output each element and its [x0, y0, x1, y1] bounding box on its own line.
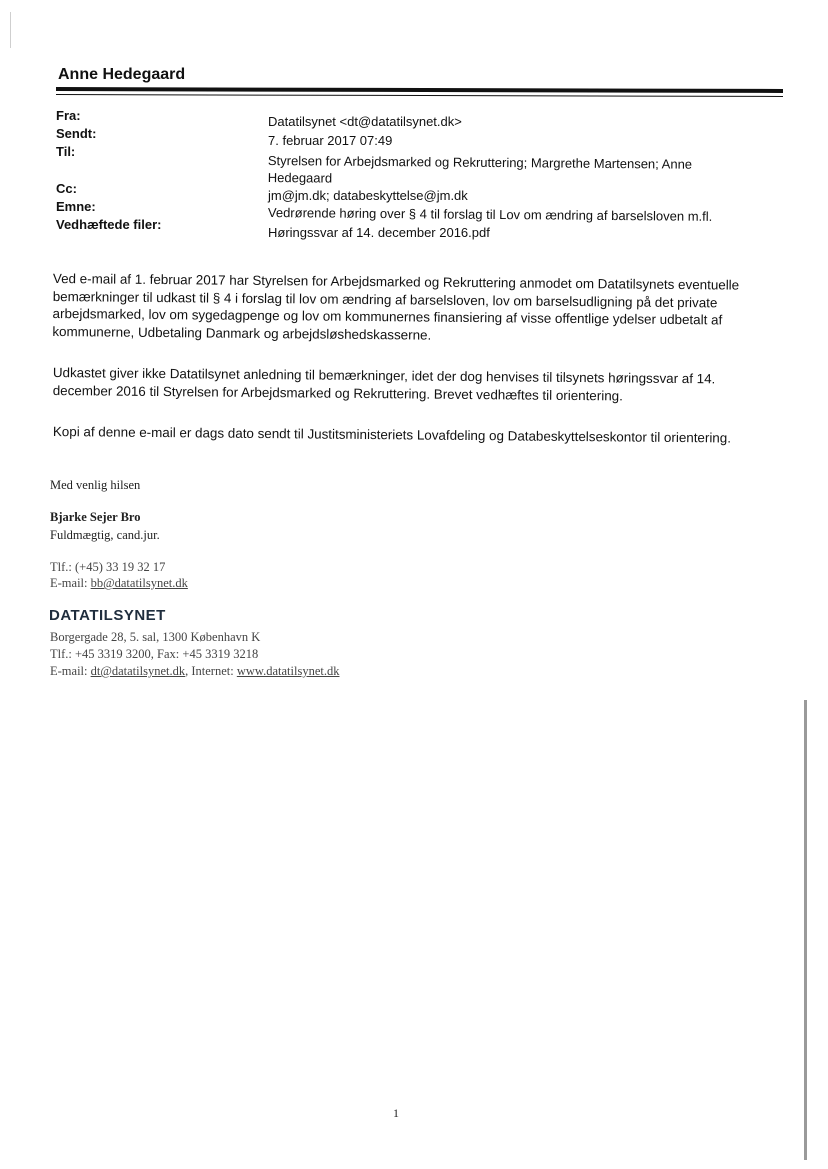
header-rule-thick — [56, 87, 783, 93]
mailbox-owner-name: Anne Hedegaard — [58, 66, 186, 83]
field-label-sent: Sendt: — [56, 126, 97, 141]
org-address: Borgergade 28, 5. sal, 1300 København K — [50, 630, 261, 644]
field-value-sent: 7. februar 2017 07:49 — [268, 133, 393, 148]
signature-phone: Tlf.: (+45) 33 19 32 17 — [50, 560, 166, 574]
org-email-link[interactable]: dt@datatilsynet.dk — [90, 664, 186, 678]
field-label-to: Til: — [56, 144, 76, 159]
body-paragraph-1: Ved e-mail af 1. februar 2017 har Styrelsen for Arbejdsmarked og Rekruttering anmodet om Datatilsynets eventuelle bemærkninger til udkast til § 4 i forslag til lov om ændring af barselsloven, lov om barselsudligning på det private arbejdsmarked, lov om sygedagpenge og lov om kommunernes finansiering af visse offentlige ydelser udbetalt af kommunerne, Udbetaling Danmark og arbejdsløshedskasserne. — [52, 270, 740, 343]
org-contact-line — [50, 664, 339, 679]
org-email-label: E-mail: — [50, 664, 91, 678]
scan-edge-mark-right — [804, 700, 807, 1160]
org-internet-label: , Internet: — [185, 664, 237, 678]
scan-edge-mark-left — [10, 12, 11, 48]
field-value-subject: Vedrørende høring over § 4 til forslag til Lov om ændring af barselsloven m.fl. — [267, 204, 713, 224]
signature-email-line — [50, 576, 188, 591]
field-value-cc: jm@jm.dk; databeskyttelse@jm.dk — [268, 188, 468, 203]
header-rule-thin — [56, 94, 783, 97]
field-value-from: Datatilsynet <dt@datatilsynet.dk> — [268, 114, 462, 129]
field-label-from: Fra: — [56, 108, 81, 123]
datatilsynet-logo: DATATILSYNET — [49, 607, 166, 624]
page-number: 1 — [393, 1106, 399, 1120]
signature-greeting: Med venlig hilsen — [50, 478, 141, 492]
field-value-attachments: Høringssvar af 14. december 2016.pdf — [268, 225, 490, 240]
signature-title: Fuldmægtig, cand.jur. — [50, 528, 160, 542]
org-phone-fax: Tlf.: +45 3319 3200, Fax: +45 3319 3218 — [50, 647, 259, 661]
signature-name: Bjarke Sejer Bro — [50, 510, 141, 524]
body-paragraph-2: Udkastet giver ikke Datatilsynet anledning til bemærkninger, idet der dog henvises til tilsynets høringssvar af 14. december 2016 til Styrelsen for Arbejdsmarked og Rekruttering. Brevet vedhæftes til orientering. — [52, 364, 716, 403]
body-paragraph-3: Kopi af denne e-mail er dags dato sendt til Justitsministeriets Lovafdeling og Databeskyttelseskontor til orientering. — [52, 423, 732, 446]
signature-email-label: E-mail: — [50, 576, 91, 590]
field-label-attachments: Vedhæftede filer: — [56, 217, 162, 232]
signature-email-link[interactable]: bb@datatilsynet.dk — [90, 576, 188, 590]
field-value-to: Styrelsen for Arbejdsmarked og Rekruttering; Margrethe Martensen; Anne Hedegaard — [267, 152, 693, 186]
field-label-cc: Cc: — [56, 181, 77, 196]
org-website-link[interactable]: www.datatilsynet.dk — [236, 664, 340, 678]
field-label-subject: Emne: — [56, 199, 96, 214]
